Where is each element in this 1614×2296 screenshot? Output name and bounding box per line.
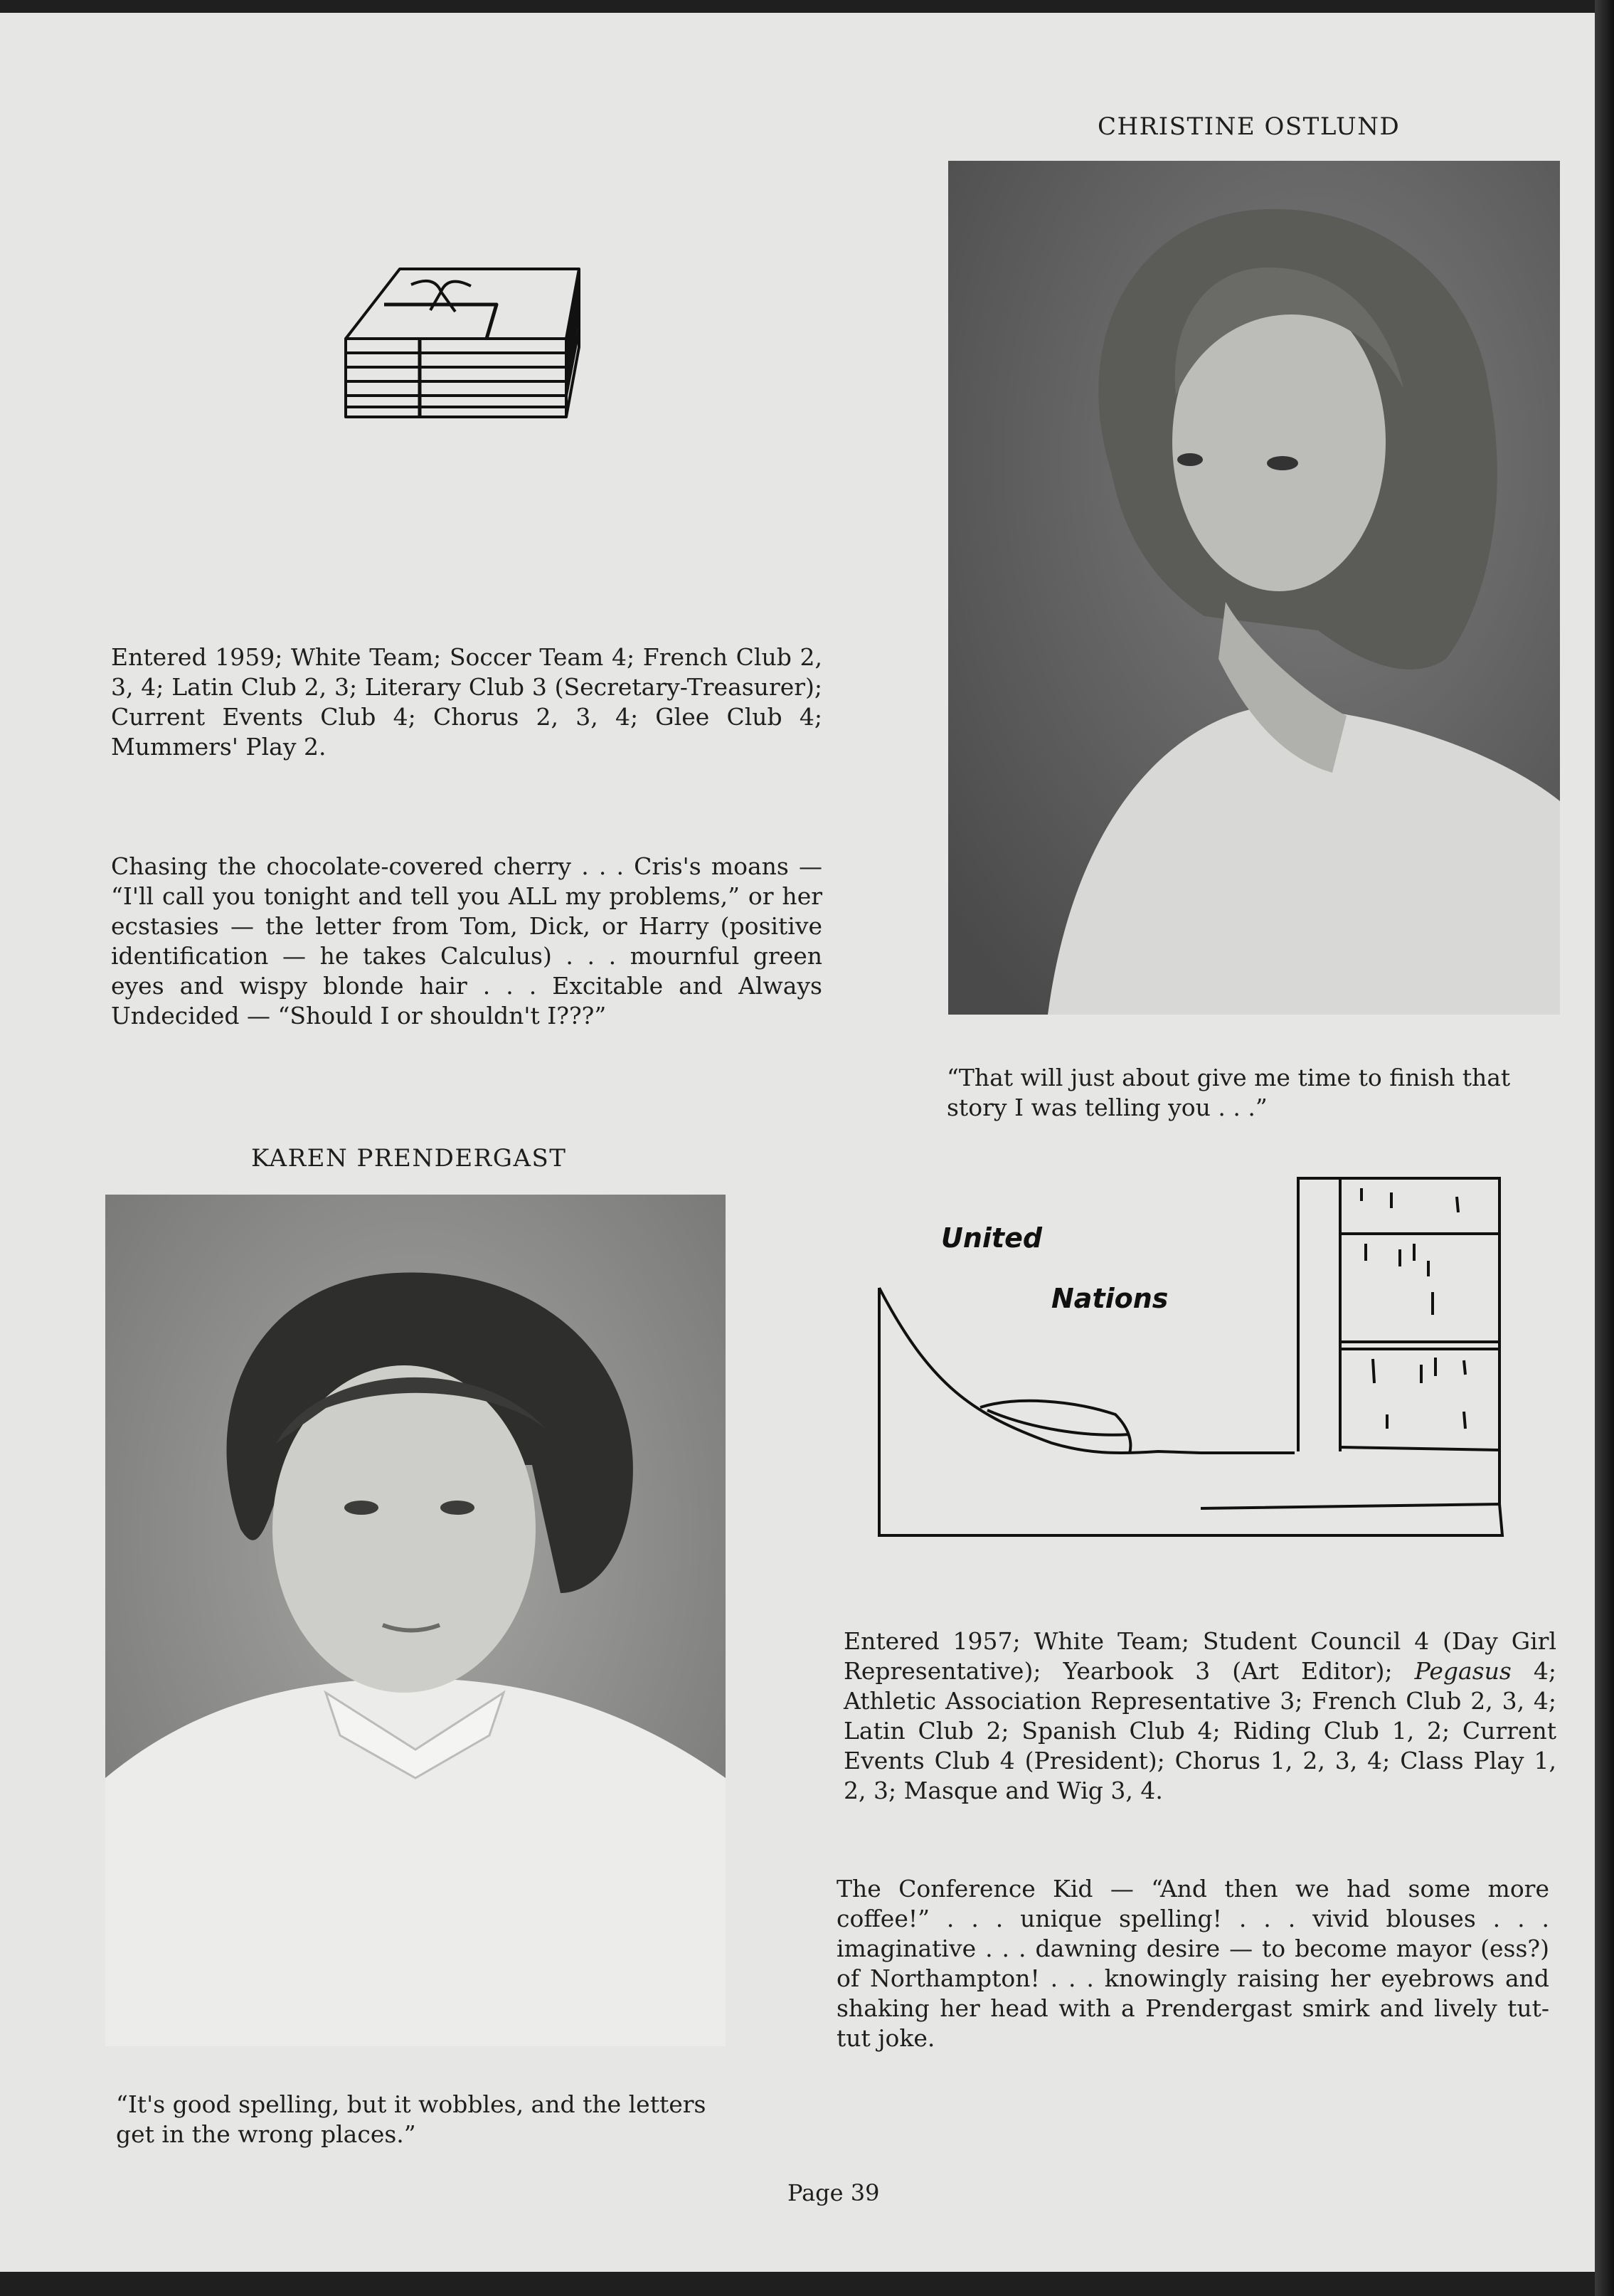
drawing-label-nations: Nations	[1051, 1283, 1169, 1314]
activities-ostlund: Entered 1959; White Team; Soccer Team 4; French Club 2, 3, 4; Latin Club 2, 3; Literary Club 3 (Secretary-Treasurer); Current Events Club 4; Chorus 2, 3, 4; Glee Club 4; Mummers' Play 2.	[111, 643, 822, 761]
portrait-ostlund	[948, 161, 1560, 1015]
quote-ostlund: “That will just about give me time to finish that story I was telling you . . .”	[947, 1064, 1511, 1121]
scan-edge	[1595, 0, 1614, 2296]
yearbook-page	[0, 13, 1595, 2272]
letters-bundle-drawing	[334, 255, 583, 429]
quote-prendergast: “It's good spelling, but it wobbles, and the letters get in the wrong places.”	[116, 2090, 706, 2148]
portrait-prendergast	[105, 1195, 726, 2046]
un-building-icon	[874, 1173, 1508, 1547]
page-number: Page 39	[787, 2179, 880, 2206]
writeup-prendergast: The Conference Kid — “And then we had some more coffee!” . . . unique spelling! . . . vivid blouses . . . imaginative . . . dawning desire — to become mayor (ess?) of Northampton! . . . knowingly raising her eyebrows and shaking her head with a Prendergast smirk and lively tut-tut joke.	[837, 1875, 1549, 2052]
student-name-ostlund: CHRISTINE OSTLUND	[1098, 112, 1401, 141]
drawing-label-united: United	[941, 1222, 1043, 1254]
writeup-ostlund: Chasing the chocolate-covered cherry . . . Cris's moans — “I'll call you tonight and tell you ALL my problems,” or her ecstasies — the letter from Tom, Dick, or Harry (positive identification — he takes Calculus) . . . mournful green eyes and wispy blonde hair . . . Excitable and Always Undecided — “Should I or shouldn't I???”	[111, 852, 822, 1030]
activities-prendergast-part2: 4; Athletic Association Representative 3; French Club 2, 3, 4; Latin Club 2; Spanish Club 4; Riding Club 1, 2; Current Events Club 4 (President); Chorus 1, 2, 3, 4; Class Play 1, 2, 3; Masque and Wig 3, 4.	[844, 1657, 1556, 1804]
student-name-prendergast: KAREN PRENDERGAST	[251, 1144, 567, 1173]
united-nations-drawing	[874, 1173, 1508, 1547]
bundle-icon	[334, 255, 583, 429]
activities-prendergast	[844, 1626, 1556, 1806]
activities-prendergast-italic: Pegasus	[1414, 1657, 1512, 1685]
activities-prendergast-part1: Entered 1957; White Team; Student Council 4 (Day Girl Representative); Yearbook 3 (Art Editor);	[844, 1627, 1556, 1685]
